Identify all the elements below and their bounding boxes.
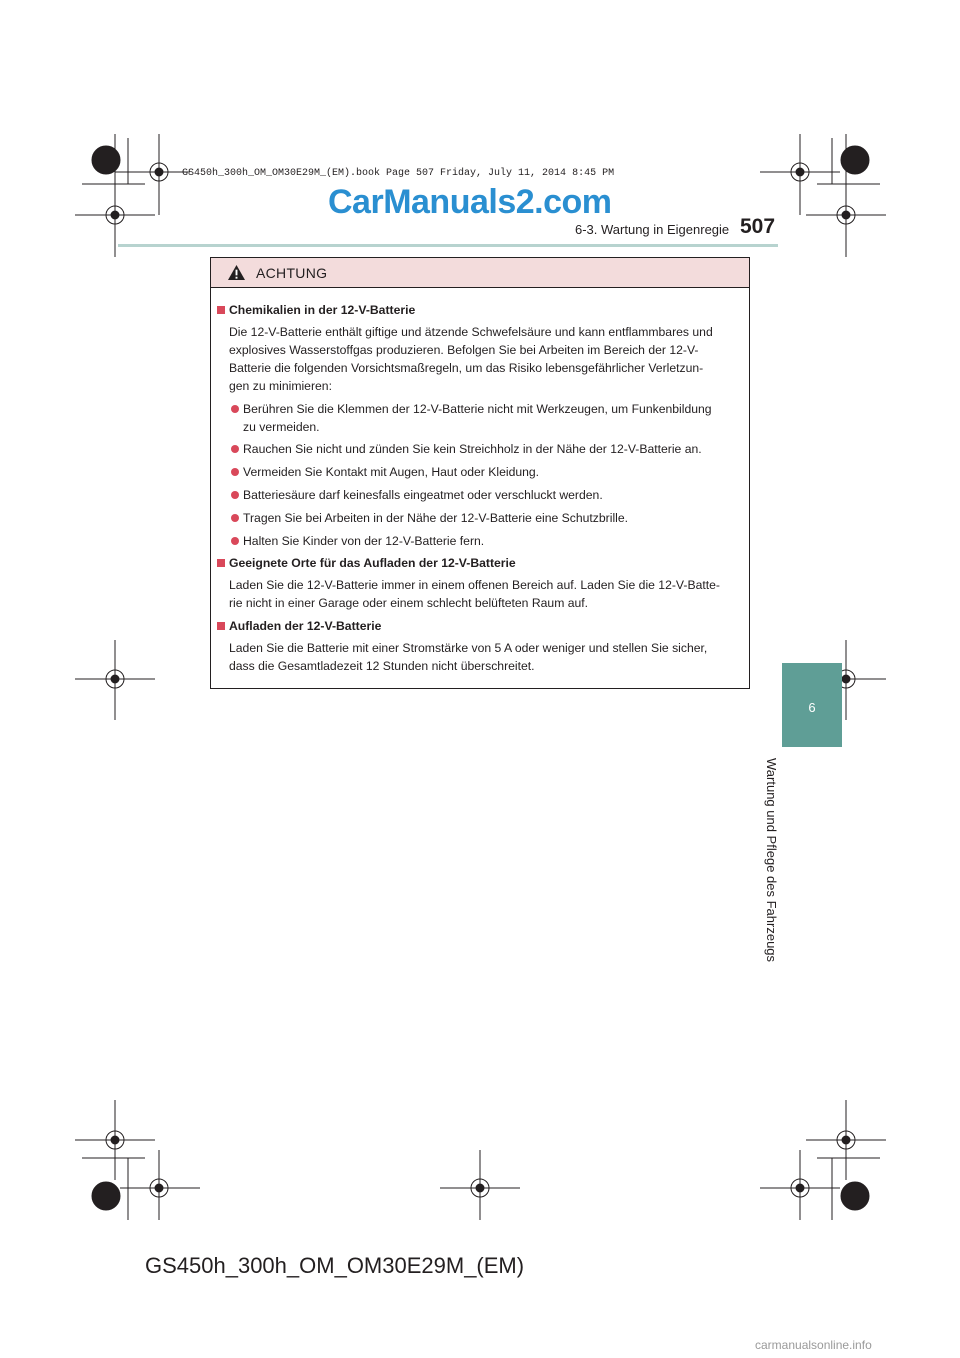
section-marker-icon xyxy=(217,306,225,314)
body-line: Laden Sie die 12-V-Batterie immer in einem offenen Bereich auf. Laden Sie die 12-V-Batte- xyxy=(229,578,720,592)
section-heading: Aufladen der 12-V-Batterie xyxy=(229,619,382,633)
chapter-number: 6 xyxy=(808,700,816,715)
bullet-text: Berühren Sie die Klemmen der 12-V-Batterie nicht mit Werkzeugen, um Funkenbildung xyxy=(243,402,712,416)
warning-header xyxy=(211,258,749,288)
bullet-icon xyxy=(231,537,239,545)
body-line: explosives Wasserstoffgas produzieren. Befolgen Sie bei Arbeiten im Bereich der 12-V- xyxy=(229,343,699,357)
bullet-text: Batteriesäure darf keinesfalls eingeatmet oder verschluckt werden. xyxy=(243,488,603,502)
document-code: GS450h_300h_OM_OM30E29M_(EM) xyxy=(145,1253,525,1278)
bullet-icon xyxy=(231,514,239,522)
page-number: 507 xyxy=(740,215,776,238)
bullet-icon xyxy=(231,468,239,476)
bullet-icon xyxy=(231,445,239,453)
watermark-logo[interactable]: CarManuals2.com xyxy=(328,183,612,221)
bullet-text: Rauchen Sie nicht und zünden Sie kein Streichholz in der Nähe der 12-V-Batterie an. xyxy=(243,442,702,456)
chapter-title: Wartung und Pflege des Fahrzeugs xyxy=(764,758,779,963)
body-line: Die 12-V-Batterie enthält giftige und ätzende Schwefelsäure und kann entflammbares und xyxy=(229,325,713,339)
bullet-text: zu vermeiden. xyxy=(243,420,320,434)
section-marker-icon xyxy=(217,559,225,567)
warning-title: ACHTUNG xyxy=(256,265,328,281)
watermark-footer[interactable]: carmanualsonline.info xyxy=(755,1338,872,1352)
bullet-text: Tragen Sie bei Arbeiten in der Nähe der 12-V-Batterie eine Schutzbrille. xyxy=(243,511,629,525)
chapter-title-vertical xyxy=(757,758,787,963)
body-line: Laden Sie die Batterie mit einer Stromstärke von 5 A oder weniger und stellen Sie sicher, xyxy=(229,641,708,655)
body-line: Batterie die folgenden Vorsichtsmaßregeln, um das Risiko lebensgefährlicher Verletzun- xyxy=(229,361,704,375)
body-line: rie nicht in einer Garage oder einem schlecht belüfteten Raum auf. xyxy=(229,596,589,610)
section-heading: Chemikalien in der 12-V-Batterie xyxy=(229,303,416,317)
header-rule xyxy=(118,244,778,247)
section-title: 6-3. Wartung in Eigenregie xyxy=(575,222,730,237)
bullet-icon xyxy=(231,491,239,499)
bullet-icon xyxy=(231,405,239,413)
bullet-text: Halten Sie Kinder von der 12-V-Batterie fern. xyxy=(243,534,485,548)
book-info-line: GS450h_300h_OM_OM30E29M_(EM).book Page 507 Friday, July 11, 2014 8:45 PM xyxy=(182,168,615,179)
warning-triangle-icon xyxy=(227,264,246,281)
bullet-text: Vermeiden Sie Kontakt mit Augen, Haut oder Kleidung. xyxy=(243,465,540,479)
section-heading: Geeignete Orte für das Aufladen der 12-V-Batterie xyxy=(229,556,516,570)
body-line: dass die Gesamtladezeit 12 Stunden nicht überschreitet. xyxy=(229,659,535,673)
body-line: gen zu minimieren: xyxy=(229,379,332,393)
section-marker-icon xyxy=(217,622,225,630)
warning-box xyxy=(210,257,750,689)
